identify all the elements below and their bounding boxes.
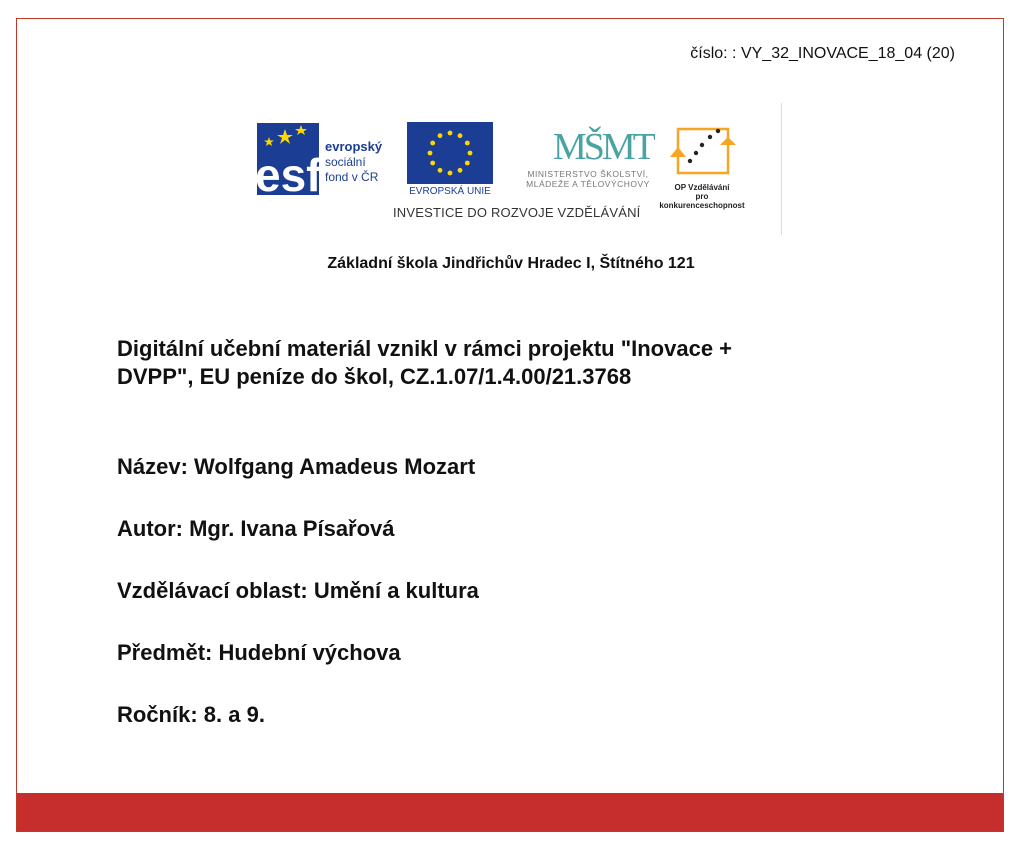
eu-flag-icon	[407, 122, 493, 184]
esf-abbr: esf	[257, 149, 322, 195]
op-caption-line1: OP Vzdělávání	[674, 183, 730, 192]
op-logo	[659, 123, 745, 210]
esf-line2: sociální	[325, 155, 366, 169]
msmt-caption	[513, 169, 663, 189]
field-rocnik: Ročník: 8. a 9.	[117, 702, 265, 727]
investice-tagline: INVESTICE DO ROZVOJE VZDĚLÁVÁNÍ	[393, 205, 641, 220]
footer-bar	[17, 793, 1003, 831]
logo-strip	[235, 103, 782, 235]
field-predmet: Předmět: Hudební výchova	[117, 640, 401, 665]
msmt-caption-line1: MINISTERSTVO ŠKOLSTVÍ,	[527, 169, 649, 179]
slide	[16, 18, 1004, 832]
field-autor: Autor: Mgr. Ivana Písařová	[117, 516, 395, 541]
field-oblast: Vzdělávací oblast: Umění a kultura	[117, 578, 479, 603]
op-caption	[652, 183, 752, 210]
school-name: Základní škola Jindřichův Hradec I, Štítného 121	[327, 255, 695, 272]
eu-flag-logo	[407, 122, 493, 197]
msmt-logo	[525, 119, 655, 189]
op-caption-line2: pro konkurenceschopnost	[659, 192, 745, 210]
esf-line1: evropský	[325, 139, 383, 154]
field-nazev: Název: Wolfgang Amadeus Mozart	[117, 454, 476, 479]
main-content	[117, 335, 877, 763]
project-line1: Digitální učební materiál vznikl v rámci projektu "Inovace +	[117, 336, 733, 361]
msmt-caption-line2: MLÁDEŽE A TĚLOVÝCHOVY	[526, 179, 650, 189]
document-number: číslo: : VY_32_INOVACE_18_04 (20)	[690, 45, 955, 62]
eu-caption: EVROPSKÁ UNIE	[409, 186, 491, 197]
op-logo-icon	[660, 123, 744, 181]
msmt-abbr: MŠMT	[553, 126, 653, 167]
project-line2: DVPP", EU peníze do škol, CZ.1.07/1.4.00/21.3768	[117, 364, 632, 389]
esf-logo	[257, 123, 407, 200]
project-description	[117, 335, 877, 391]
esf-line3: fond v ČR	[325, 170, 379, 184]
